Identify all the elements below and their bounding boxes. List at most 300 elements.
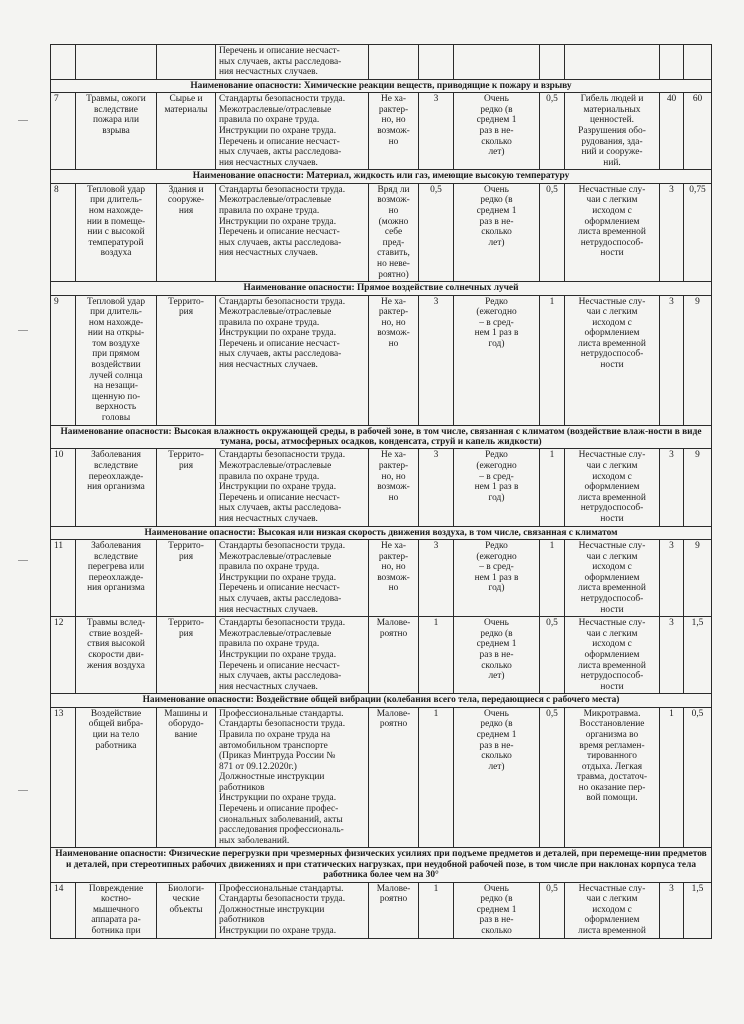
cell-frequency-line: год)	[488, 338, 505, 349]
cell-probability	[540, 45, 565, 80]
cell-measures-line: (Приказ Минтруда России №	[219, 751, 336, 762]
cell-measures-line: Межотраслевые/отраслевые	[219, 104, 332, 115]
cell-measures-line: Перечень и описание несчаст-	[219, 660, 340, 671]
cell-measures	[216, 707, 369, 848]
cell-measures	[216, 93, 369, 170]
cell-measures-line: Инструкции по охране труда.	[219, 572, 337, 583]
cell-frequency-line: раз в не-	[479, 649, 514, 660]
cell-measures-line: ных случаев, акты расследова-	[219, 503, 342, 514]
measures-line: ных случаев, акты расследова-	[219, 56, 342, 67]
cell-consequence-line: нетрудоспособ-	[580, 593, 644, 604]
cell-measures-line: Инструкции по охране труда.	[219, 125, 337, 136]
cell-severity: 3	[419, 295, 454, 425]
cell-frequency-line: среднем 1	[476, 904, 517, 915]
table-row	[51, 882, 712, 938]
cell-level	[369, 540, 419, 617]
hazard-header-row	[51, 694, 712, 707]
cell-object	[157, 93, 216, 170]
row-number: 11	[51, 540, 76, 617]
cell-event-line: вследствие	[94, 551, 138, 562]
hazard-title: Наименование опасности: Высокая влажность окружающей среды, в рабочей зоне, в том числе, связанная с климатом (воздействие влаж-ности в виде тумана, росы, атмосферных осадков, конденсата, струй и капель жидкости)	[51, 425, 712, 449]
cell-measures-line: Межотраслевые/отраслевые	[219, 307, 332, 318]
cell-consequence-line: Восстановление	[579, 719, 645, 730]
cell-consequence-line: чаи с легким	[586, 307, 638, 318]
cell-object	[157, 183, 216, 281]
cell-consequence	[565, 295, 660, 425]
cell-consequence-line: ности	[600, 360, 624, 371]
hazard-title: Наименование опасности: Материал, жидкость или газ, имеющие высокую температуру	[51, 170, 712, 183]
cell-level-line: роятно	[379, 719, 408, 730]
cell-consequence-line: отдыха. Легкая	[581, 761, 643, 772]
cell-frequency-line: лет)	[488, 237, 505, 248]
cell-level-line: (можно	[378, 216, 409, 227]
risk-assessment-table	[50, 44, 712, 939]
cell-level-line: ставить,	[377, 248, 410, 259]
cell-frequency-line: Очень	[484, 883, 509, 894]
cell-measures-line: Перечень и описание несчаст-	[219, 492, 340, 503]
cell-measures-line: Стандарты безопасности труда.	[219, 296, 346, 307]
cell-consequence-line: время регламен-	[579, 740, 645, 751]
cell-measures-line: Перечень и описание несчаст-	[219, 338, 340, 349]
cell-frequency-line: Редко	[485, 450, 508, 461]
cell-frequency-line: редко (в	[480, 628, 513, 639]
cell-frequency-line: редко (в	[480, 894, 513, 905]
cell-measures-line: 871 от 09.12.2020г.)	[219, 761, 297, 772]
cell-frequency-line: раз в не-	[479, 915, 514, 926]
cell-level	[369, 449, 419, 526]
cell-consequence	[565, 707, 660, 848]
cell-frequency-line: Редко	[485, 541, 508, 551]
cell-consequence-line: листа временной	[578, 583, 646, 594]
cell-consequence-line: нетрудоспособ-	[580, 503, 644, 514]
cell-level-line: Не ха-	[380, 296, 407, 307]
cell-measures-line: ных случаев, акты расследова-	[219, 237, 342, 248]
cell-event-line: ствия высокой	[87, 639, 145, 650]
cell-risk-2: 9	[684, 540, 712, 617]
cell-object	[157, 617, 216, 694]
cell-level-line: возмож-	[377, 125, 410, 136]
cell-consequence-line: нетрудоспособ-	[580, 671, 644, 682]
cell-frequency	[454, 45, 540, 80]
cell-consequence-line: листа временной	[578, 660, 646, 671]
cell-event-line: ции на тело	[92, 729, 140, 740]
row-number: 10	[51, 449, 76, 526]
cell-frequency-line: редко (в	[480, 719, 513, 730]
cell-measures-line: Стандарты безопасности труда.	[219, 541, 346, 551]
cell-consequence-line: ний и сооруже-	[581, 147, 643, 158]
cell-consequence-line: Несчастные слу-	[578, 184, 646, 195]
cell-measures-line: ния несчастных случаев.	[219, 681, 318, 692]
cell-level-line: роятно	[379, 894, 408, 905]
row-number: 14	[51, 882, 76, 938]
cell-frequency-line: – в сред-	[479, 562, 514, 573]
cell-event-line: вследствие	[94, 461, 138, 472]
cell-measures-line: Перечень и описание несчаст-	[219, 583, 340, 594]
cell-frequency-line: Очень	[484, 94, 509, 105]
cell-consequence	[565, 449, 660, 526]
cell-consequence-line: листа временной	[578, 338, 646, 349]
cell-level-line: Не ха-	[380, 450, 407, 461]
cell-risk	[660, 45, 684, 80]
cell-level-line: но	[388, 136, 399, 147]
cell-risk-2: 0,5	[684, 707, 712, 848]
cell-measures-line: ния несчастных случаев.	[219, 360, 318, 371]
cell-level-line: Малове-	[376, 883, 411, 894]
cell-level-line: роятно	[379, 628, 408, 639]
cell-event-line: работника	[95, 740, 137, 751]
cell-level-line: возмож-	[377, 195, 410, 206]
cell-consequence-line: чаи с легким	[586, 628, 638, 639]
cell-risk: 3	[660, 449, 684, 526]
cell-measures-line: Инструкции по охране труда.	[219, 328, 337, 339]
cell-object	[157, 882, 216, 938]
cell-severity: 1	[419, 707, 454, 848]
cell-object-line: ческие	[172, 894, 200, 905]
table-row	[51, 540, 712, 617]
cell-object	[157, 295, 216, 425]
cell-event-line: пожара или	[92, 115, 139, 126]
cell-event-line: лучей солнца	[89, 370, 143, 381]
cell-measures-line: Межотраслевые/отраслевые	[219, 461, 332, 472]
cell-risk: 40	[660, 93, 684, 170]
margin-punch-mark	[18, 560, 28, 561]
row-number: 7	[51, 93, 76, 170]
cell-level-line: но, но	[381, 115, 406, 126]
cell-probability: 0,5	[540, 882, 565, 938]
cell-event-line: при прямом	[92, 349, 140, 360]
cell-object-line: Террито-	[168, 296, 204, 307]
cell-level-line: рактер-	[378, 551, 409, 562]
cell-frequency-line: год)	[488, 492, 505, 503]
cell-level-line: Малове-	[376, 708, 411, 719]
cell-consequence-line: травма, достаточ-	[576, 772, 648, 783]
cell-object-line: рия	[178, 461, 194, 472]
cell-event-line: ном нахожде-	[88, 317, 144, 328]
cell-consequence-line: Несчастные слу-	[578, 450, 646, 461]
cell-severity: 3	[419, 540, 454, 617]
table-row	[51, 183, 712, 281]
cell-measures-line: Перечень и описание несчаст-	[219, 136, 340, 147]
cell-event	[76, 449, 157, 526]
hazard-title: Наименование опасности: Химические реакции веществ, приводящие к пожару и взрыву	[51, 79, 712, 92]
cell-measures-line: Стандарты безопасности труда.	[219, 894, 346, 905]
cell-event-line: Травмы вслед-	[86, 618, 146, 629]
cell-severity: 0,5	[419, 183, 454, 281]
cell-probability: 0,5	[540, 183, 565, 281]
cell-consequence-line: исходом с	[592, 639, 632, 650]
cell-object-line: Здания и	[168, 184, 204, 195]
cell-consequence-line: оформлением	[584, 482, 640, 493]
cell-event-line: ствие воздей-	[89, 628, 143, 639]
cell-risk: 3	[660, 882, 684, 938]
cell-measures-line: Межотраслевые/отраслевые	[219, 628, 332, 639]
cell-object-line: Биологи-	[167, 883, 205, 894]
cell-severity: 1	[419, 882, 454, 938]
cell-consequence	[565, 93, 660, 170]
cell-object-line: рия	[178, 551, 194, 562]
cell-measures-line: Должностные инструкции	[219, 772, 325, 783]
cell-measures-line: ния несчастных случаев.	[219, 514, 318, 524]
cell-risk: 1	[660, 707, 684, 848]
cell-level-line: рактер-	[378, 307, 409, 318]
cell-event-line: ботника при	[91, 926, 141, 937]
cell-frequency-line: год)	[488, 583, 505, 594]
cell-object-line: ния	[178, 205, 194, 216]
cell-level-line: но	[388, 205, 399, 216]
cell-consequence-line: тированного	[587, 751, 637, 762]
cell-measures-line: Инструкции по охране труда.	[219, 482, 337, 493]
cell-event	[76, 882, 157, 938]
cell-event-line: жения воздуха	[87, 660, 145, 671]
cell-level-line: возмож-	[377, 482, 410, 493]
row-number: 12	[51, 617, 76, 694]
cell-consequence-line: Несчастные слу-	[578, 541, 646, 551]
cell-event-line: температурой	[88, 237, 144, 248]
cell-object-line: материалы	[164, 104, 208, 115]
cell-measures-line: ния несчастных случаев.	[219, 248, 318, 259]
cell-consequence-line: листа временной	[578, 926, 646, 937]
cell-risk-2: 1,5	[684, 882, 712, 938]
hazard-title: Наименование опасности: Высокая или низкая скорость движения воздуха, в том числе, связанная с климатом	[51, 526, 712, 539]
cell-measures	[216, 540, 369, 617]
cell-event-line: нии на откры-	[87, 328, 145, 339]
hazard-header-row	[51, 79, 712, 92]
cell-event	[76, 540, 157, 617]
cell-level-line: роятно)	[378, 269, 409, 280]
cell-level-line: но, но	[381, 471, 406, 482]
cell-level-line: но	[388, 338, 399, 349]
cell-event	[76, 183, 157, 281]
cell-level-line: Вряд ли	[377, 184, 410, 195]
cell-probability: 1	[540, 295, 565, 425]
row-number: 9	[51, 295, 76, 425]
cell-event-line: костно-	[100, 894, 132, 905]
cell-event-line: Травмы, ожоги	[86, 94, 146, 105]
cell-event-line: Повреждение	[88, 883, 144, 894]
cell-consequence-line: исходом с	[592, 317, 632, 328]
cell-frequency-line: (ежегодно	[476, 461, 517, 472]
row-number: 13	[51, 707, 76, 848]
cell-consequence-line: ценностей.	[590, 115, 634, 126]
cell-event-line: Тепловой удар	[86, 296, 146, 307]
cell-object	[157, 707, 216, 848]
table-row-continued	[51, 45, 712, 80]
cell-measures-line: правила по охране труда.	[219, 471, 320, 482]
cell-event	[76, 295, 157, 425]
cell-consequence-line: оформлением	[584, 572, 640, 583]
cell-level-line: но	[388, 583, 399, 594]
cell-level-line: но неве-	[377, 258, 410, 269]
cell-event-line: переохлажде-	[88, 572, 144, 583]
cell-event-line: перегрева или	[87, 562, 145, 573]
cell-consequence-line: чаи с легким	[586, 461, 638, 472]
cell-risk-2: 60	[684, 93, 712, 170]
cell-probability: 0,5	[540, 707, 565, 848]
cell-probability: 1	[540, 540, 565, 617]
cell-consequence-line: ности	[600, 604, 624, 615]
cell-frequency-line: Очень	[484, 618, 509, 629]
cell-probability: 0,5	[540, 93, 565, 170]
cell-consequence-line: чаи с легким	[586, 894, 638, 905]
cell-consequence-line: Несчастные слу-	[578, 883, 646, 894]
cell-frequency-line: – в сред-	[479, 471, 514, 482]
cell-event-line: головы	[101, 413, 131, 424]
cell-frequency-line: – в сред-	[479, 317, 514, 328]
cell-measures-line: ния несчастных случаев.	[219, 604, 318, 615]
cell-frequency-line: лет)	[488, 147, 505, 158]
cell-measures	[216, 882, 369, 938]
cell-frequency-line: Редко	[485, 296, 508, 307]
table-row	[51, 707, 712, 848]
cell-measures-line: ных заболеваний.	[219, 835, 290, 846]
hazard-header-row	[51, 282, 712, 295]
cell-measures-line: работников	[219, 915, 265, 926]
cell-level	[369, 93, 419, 170]
table-body	[51, 45, 712, 939]
table-row	[51, 617, 712, 694]
cell-consequence-line: организма во	[585, 729, 639, 740]
cell-measures-line: работников	[219, 782, 265, 793]
cell-consequence	[565, 882, 660, 938]
cell-measures-line: ных случаев, акты расследова-	[219, 349, 342, 360]
cell-severity	[419, 45, 454, 80]
cell-measures-line: Должностные инструкции	[219, 904, 325, 915]
margin-punch-mark	[18, 330, 28, 331]
cell-event-line: Заболевания	[91, 450, 141, 461]
cell-consequence-line: Несчастные слу-	[578, 618, 646, 629]
cell-frequency-line: Очень	[484, 708, 509, 719]
cell-measures-line: правила по охране труда.	[219, 115, 320, 126]
cell-measures-line: Профессиональные стандарты.	[219, 883, 344, 894]
cell-measures-line: Стандарты безопасности труда.	[219, 450, 346, 461]
cell-frequency-line: раз в не-	[479, 740, 514, 751]
cell-severity: 3	[419, 449, 454, 526]
cell-measures-line: ных случаев, акты расследова-	[219, 147, 342, 158]
cell-measures-line: Инструкции по охране труда.	[219, 216, 337, 227]
cell-frequency-line: редко (в	[480, 104, 513, 115]
cell-event-line: нии с высокой	[87, 227, 145, 238]
cell-consequence-line: исходом с	[592, 904, 632, 915]
cell-measures-line: правила по охране труда.	[219, 562, 320, 573]
cell-consequence-line: ности	[600, 248, 624, 259]
cell-measures-line: Профессиональные стандарты.	[219, 708, 344, 719]
cell-level-line: пред-	[382, 237, 405, 248]
margin-punch-mark	[18, 120, 28, 121]
cell-measures-line: ния несчастных случаев.	[219, 157, 318, 168]
cell-event-line: воздуха	[100, 248, 132, 259]
cell-object-line: Машины и	[164, 708, 208, 719]
cell-frequency-line: сколько	[481, 926, 512, 937]
cell-frequency	[454, 93, 540, 170]
cell-object-line: рия	[178, 307, 194, 318]
cell-measures	[216, 183, 369, 281]
cell-level-line: но, но	[381, 317, 406, 328]
cell-frequency-line: нем 1 раз в	[474, 482, 519, 493]
cell-frequency-line: Очень	[484, 184, 509, 195]
cell-event-line: ном нахожде-	[88, 205, 144, 216]
cell-level-line: Не ха-	[380, 541, 407, 551]
cell-risk: 3	[660, 295, 684, 425]
cell-consequence-line: оформлением	[584, 649, 640, 660]
cell-event	[76, 617, 157, 694]
cell-frequency-line: сколько	[481, 751, 512, 762]
cell-num	[51, 45, 76, 80]
cell-measures-line: Межотраслевые/отраслевые	[219, 551, 332, 562]
cell-frequency-line: среднем 1	[476, 639, 517, 650]
cell-measures-line: правила по охране труда.	[219, 317, 320, 328]
row-number: 8	[51, 183, 76, 281]
cell-frequency-line: нем 1 раз в	[474, 572, 519, 583]
cell-event	[76, 45, 157, 80]
cell-measures-line: Межотраслевые/отраслевые	[219, 195, 332, 206]
cell-risk: 3	[660, 617, 684, 694]
cell-event-line: Тепловой удар	[86, 184, 146, 195]
cell-measures-line: ных случаев, акты расследова-	[219, 593, 342, 604]
cell-consequence-line: ности	[600, 514, 624, 524]
cell-risk-2	[684, 45, 712, 80]
cell-measures-line: расследования профессиональ-	[219, 825, 344, 836]
cell-severity: 1	[419, 617, 454, 694]
cell-consequence-line: ний.	[603, 157, 621, 168]
cell-probability: 1	[540, 449, 565, 526]
cell-consequence-line: чаи с легким	[586, 551, 638, 562]
cell-level-line: себе	[384, 227, 403, 238]
cell-frequency-line: (ежегодно	[476, 307, 517, 318]
cell-consequence-line: но оказание пер-	[578, 782, 646, 793]
cell-event-line: аппарата ра-	[91, 915, 141, 926]
cell-risk-2: 9	[684, 449, 712, 526]
cell-measures	[216, 45, 369, 80]
cell-event-line: нии в помеще-	[86, 216, 146, 227]
cell-severity: 3	[419, 93, 454, 170]
cell-event-line: щенную по-	[91, 391, 141, 402]
cell-event-line: общей вибра-	[88, 719, 144, 730]
cell-consequence-line: оформлением	[584, 328, 640, 339]
cell-object	[157, 45, 216, 80]
cell-object-line: оборудо-	[168, 719, 204, 730]
cell-measures-line: Стандарты безопасности труда.	[219, 719, 346, 730]
cell-measures-line: правила по охране труда.	[219, 205, 320, 216]
cell-level-line: но	[388, 492, 399, 503]
cell-consequence-line: Гибель людей и	[580, 94, 644, 105]
cell-measures-line: Перечень и описание несчаст-	[219, 227, 340, 238]
cell-consequence-line: листа временной	[578, 492, 646, 503]
cell-consequence	[565, 617, 660, 694]
cell-consequence-line: исходом с	[592, 471, 632, 482]
cell-consequence-line: листа временной	[578, 227, 646, 238]
table-row	[51, 449, 712, 526]
hazard-title: Наименование опасности: Воздействие общей вибрации (колебания всего тела, передающиеся с рабочего места)	[51, 694, 712, 707]
cell-consequence	[565, 45, 660, 80]
cell-frequency-line: сколько	[481, 227, 512, 238]
cell-level-line: Малове-	[376, 618, 411, 629]
cell-frequency-line: раз в не-	[479, 125, 514, 136]
cell-measures	[216, 617, 369, 694]
cell-measures-line: Стандарты безопасности труда.	[219, 618, 346, 629]
cell-frequency-line: среднем 1	[476, 205, 517, 216]
measures-line: ния несчастных случаев.	[219, 67, 318, 78]
cell-object	[157, 540, 216, 617]
cell-risk-2: 9	[684, 295, 712, 425]
cell-event	[76, 93, 157, 170]
cell-frequency-line: лет)	[488, 671, 505, 682]
cell-object-line: вание	[174, 729, 198, 740]
cell-measures-line: Стандарты безопасности труда.	[219, 184, 346, 195]
hazard-title: Наименование опасности: Физические перегрузки при чрезмерных физических усилиях при подъеме предметов и деталей, при перемеще-нии предметов и деталей, при стереотипных рабочих движениях и при статических нагрузках, при неудобной рабочей позе, в том числе при наклонах корпуса тела работника более чем на 30°	[51, 848, 712, 882]
cell-level-line: Не ха-	[380, 94, 407, 105]
cell-consequence-line: нетрудоспособ-	[580, 349, 644, 360]
cell-frequency	[454, 295, 540, 425]
